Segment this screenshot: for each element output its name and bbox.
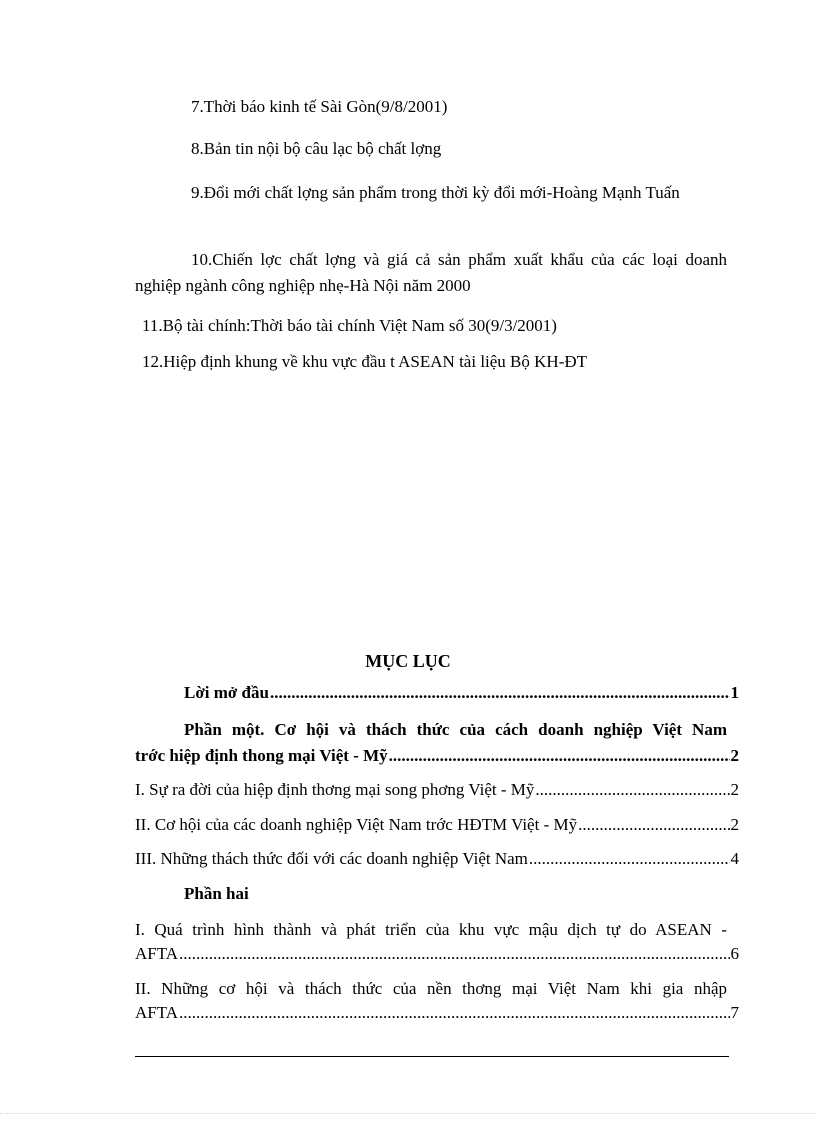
toc-page-number: 6 [730, 944, 739, 963]
toc-title: MỤC LỤC [365, 651, 451, 671]
toc-entry-phan-mot[interactable] [135, 717, 739, 769]
toc-entry-section-3[interactable] [135, 849, 739, 869]
toc-leader-dots [270, 683, 730, 703]
reference-12: 12.Hiệp định khung về khu vực đầu t ASEAN tài liệu Bộ KH-ĐT [142, 352, 588, 371]
reference-8: 8.Bản tin nội bộ câu lạc bộ chất lợng [191, 139, 442, 158]
reference-7: 7.Thời báo kinh tế Sài Gòn(9/8/2001) [191, 97, 448, 116]
toc-entry-label: III. Những thách thức đối với các doanh nghiệp Việt Nam [135, 849, 528, 868]
toc-entry-label-line2: AFTA [135, 1003, 179, 1022]
toc-page-number: 2 [730, 746, 739, 765]
toc-entry-label-line1: I. Quá trình hình thành và phát triển của khu vực mậu dịch tự do ASEAN - [135, 920, 727, 939]
toc-entry-label-line2: AFTA [135, 944, 179, 963]
toc-leader-dots [179, 1001, 729, 1025]
toc-leader-dots [578, 815, 729, 835]
page-bottom-edge [0, 1113, 816, 1114]
toc-page-number: 2 [730, 780, 739, 799]
reference-10: 10.Chiến lợc chất lợng và giá cả sản phẩm xuất khẩu của các loại doanh nghiệp ngành công nghiệp nhẹ-Hà Nội năm 2000 [135, 250, 727, 295]
toc-page-number: 2 [730, 815, 739, 834]
toc-heading-phan-hai: Phần hai [184, 884, 249, 903]
toc-entry-label-line2: trớc hiệp định thong mại Việt - Mỹ [135, 746, 388, 765]
toc-entry-label-line1: Phần một. Cơ hội và thách thức của cách doanh nghiệp Việt Nam [184, 720, 727, 739]
toc-entry-loi-mo-dau[interactable] [184, 683, 739, 703]
toc-leader-dots [535, 780, 729, 800]
toc-entry-label: Lời mở đầu [184, 683, 269, 702]
footer-rule [135, 1056, 729, 1057]
toc-leader-dots [529, 849, 730, 869]
toc-entry-label-line1: II. Những cơ hội và thách thức của nền thơng mại Việt Nam khi gia nhập [135, 979, 727, 998]
toc-page-number: 7 [730, 1003, 739, 1022]
toc-entry-part2-section-2[interactable] [135, 977, 739, 1025]
toc-entry-section-2[interactable] [135, 815, 739, 835]
toc-leader-dots [389, 743, 730, 769]
toc-entry-part2-section-1[interactable] [135, 918, 739, 966]
toc-leader-dots [179, 942, 729, 966]
toc-page-number: 1 [730, 683, 739, 702]
toc-entry-label: II. Cơ hội của các doanh nghiệp Việt Nam trớc HĐTM Việt - Mỹ [135, 815, 578, 834]
toc-page-number: 4 [730, 849, 739, 868]
toc-entry-section-1[interactable] [135, 780, 739, 800]
toc-entry-label: I. Sự ra đời của hiệp định thơng mại song phơng Việt - Mỹ [135, 780, 535, 799]
reference-11: 11.Bộ tài chính:Thời báo tài chính Việt Nam số 30(9/3/2001) [142, 316, 557, 335]
reference-9: 9.Đổi mới chất lợng sản phẩm trong thời kỳ đổi mới-Hoàng Mạnh Tuấn [191, 183, 680, 202]
